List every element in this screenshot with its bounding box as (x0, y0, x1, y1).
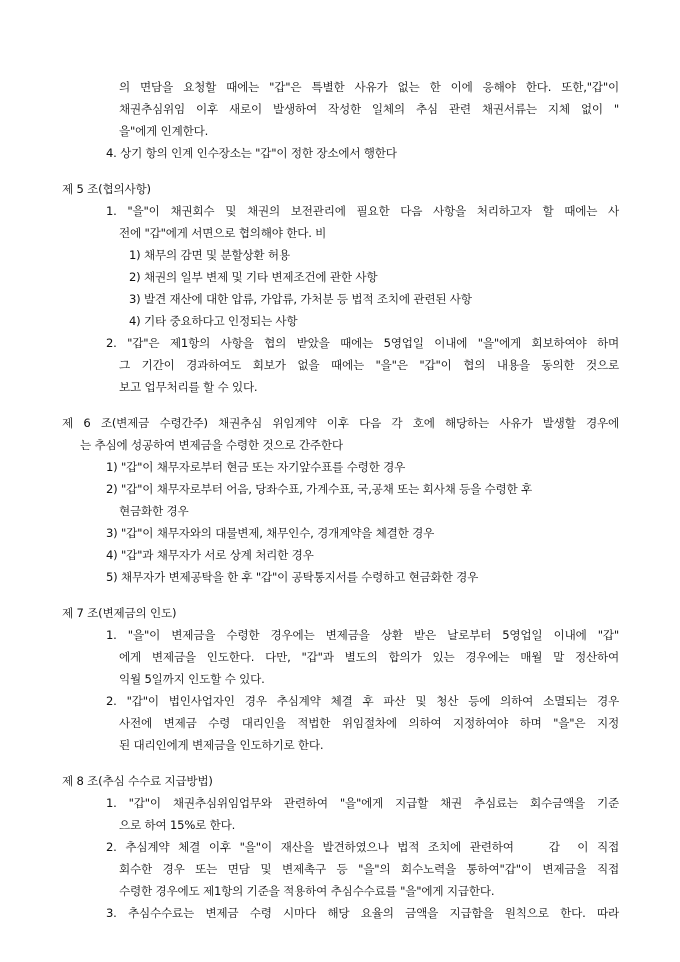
article-5-p2-line-2: 그 기간이 경과하여도 회보가 없을 때에는 "을"은 "갑"이 협의 내용을 동의한 것으로 (119, 358, 619, 372)
article-6-heading-line-2: 는 추심에 성공하여 변제금을 수령한 것으로 간주한다 (80, 438, 343, 452)
article-7-p2-line-3: 된 대리인에게 변제금을 인도하기로 한다. (119, 738, 324, 752)
article-7-p2-line-2: 사전에 변제금 수령 대리인을 적법한 위임절차에 의하여 지정하여야 하며 "을"은 지정 (119, 716, 619, 730)
article-6-heading-line-1: 제 6 조(변제금 수령간주) 채권추심 위임계약 이후 다음 각 호에 해당하는 사유가 발생할 경우에 (62, 416, 619, 430)
cont-line-2: 채권추심위임 이후 새로이 발생하여 작성한 일체의 추심 관련 채권서류는 지체 없이 " (119, 102, 619, 116)
article-6-item-4: 4) "갑"과 채무자가 서로 상계 처리한 경우 (106, 548, 314, 562)
article-5-sub-3: 3) 발견 재산에 대한 압류, 가압류, 가처분 등 법적 조치에 관련된 사항 (129, 292, 472, 306)
article-8-p1-line-2: 으로 하여 15%로 한다. (119, 818, 236, 832)
article-8-p2-line-3: 수령한 경우에도 제1항의 기준을 적용하여 추심수수료를 "을"에게 지급한다. (119, 884, 495, 898)
article-5-sub-2: 2) 채권의 일부 변제 및 기타 변제조건에 관한 사항 (129, 270, 378, 284)
article-6-item-5: 5) 채무자가 변제공탁을 한 후 "갑"이 공탁통지서를 수령하고 현금화한 경우 (106, 570, 479, 584)
article-8-p3-line-1: 3. 추심수수료는 변제금 수령 시마다 해당 요율의 금액을 지급함을 원칙으로 한다. 따라 (106, 906, 619, 920)
cont-item-4: 4. 상기 항의 인계 인수장소는 "갑"이 정한 장소에서 행한다 (106, 146, 397, 160)
article-5-p2-line-1: 2. "갑"은 제1항의 사항을 협의 받았을 때에는 5영업일 이내에 "을"에게 회보하여야 하며 (106, 336, 619, 350)
article-6-item-2-line-1: 2) "갑"이 채무자로부터 어음, 당좌수표, 가계수표, 국,공채 또는 회사채 등을 수령한 후 (106, 482, 533, 496)
article-5-sub-4: 4) 기타 중요하다고 인정되는 사항 (129, 314, 298, 328)
article-7-p1-line-1: 1. "을"이 변제금을 수령한 경우에는 변제금을 상환 받은 날로부터 5영업일 이내에 "갑" (106, 628, 619, 642)
article-7-p2-line-1: 2. "갑"이 법인사업자인 경우 추심계약 체결 후 파산 및 청산 등에 의하여 소멸되는 경우 (106, 694, 619, 708)
article-8-p2-line-2: 회수한 경우 또는 면담 및 변제촉구 등 "을"의 회수노력을 통하여"갑"이 변제금을 직접 (119, 862, 619, 876)
article-8-heading: 제 8 조(추심 수수료 지급방법) (62, 774, 213, 788)
article-6-item-1: 1) "갑"이 채무자로부터 현금 또는 자기앞수표를 수령한 경우 (106, 460, 406, 474)
article-5-p2-line-3: 보고 업무처리를 할 수 있다. (119, 380, 258, 394)
article-8-p2-line-1: 2. 추심계약 체결 이후 "을"이 재산을 발견하였으나 법적 조치에 관련하여 갑 이 직접 (106, 840, 619, 854)
cont-line-1: 의 면담을 요청할 때에는 "갑"은 특별한 사유가 없는 한 이에 응해야 한다. 또한,"갑"이 (119, 80, 619, 94)
article-5-p1-line-1: 1. "을"이 채권회수 및 채권의 보전관리에 필요한 다음 사항을 처리하고자 할 때에는 사 (106, 204, 619, 218)
article-5-p1-line-2: 전에 "갑"에게 서면으로 협의해야 한다. 비 (119, 226, 327, 240)
article-5-sub-1: 1) 채무의 감면 및 분할상환 허용 (129, 248, 290, 262)
article-7-heading: 제 7 조(변제금의 인도) (62, 606, 177, 620)
article-6-item-3: 3) "갑"이 채무자와의 대물변제, 채무인수, 경개계약을 체결한 경우 (106, 526, 435, 540)
article-5-heading: 제 5 조(협의사항) (62, 182, 151, 196)
article-8-p1-line-1: 1. "갑"이 채권추심위임업무와 관련하여 "을"에게 지급할 채권 추심료는 회수금액을 기준 (106, 796, 619, 810)
article-7-p1-line-3: 익월 5일까지 인도할 수 있다. (119, 672, 265, 686)
cont-line-3: 을"에게 인계한다. (119, 124, 209, 138)
article-7-p1-line-2: 에게 변제금을 인도한다. 다만, "갑"과 별도의 합의가 있는 경우에는 매월 말 정산하여 (119, 650, 619, 664)
article-6-item-2-line-2: 현금화한 경우 (119, 504, 189, 518)
